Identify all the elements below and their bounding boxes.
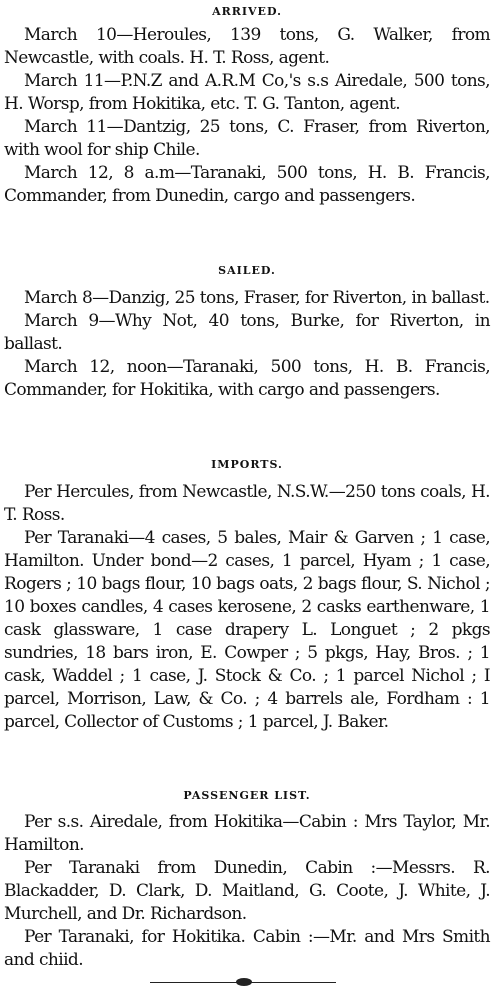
- arrived-entry: March 10—Heroules, 139 tons, G. Walker, from Newcastle, with coals. H. T. Ross, agent.: [4, 25, 490, 68]
- heading-imports: IMPORTS.: [211, 458, 283, 471]
- passenger-entry: Per s.s. Airedale, from Hokitika—Cabin : Mrs Taylor, Mr. Hamilton.: [4, 812, 490, 855]
- arrived-entry: March 12, 8 a.m—Taranaki, 500 tons, H. B. Francis, Commander, from Dunedin, cargo and passengers.: [4, 163, 490, 206]
- sailed-entry: March 9—Why Not, 40 tons, Burke, for Riverton, in ballast.: [4, 311, 490, 354]
- heading-arrived: ARRIVED.: [212, 5, 282, 18]
- imports-entry: Per Hercules, from Newcastle, N.S.W.—250 tons coals, H. T. Ross.: [4, 482, 490, 525]
- passenger-entry: Per Taranaki, for Hokitika. Cabin :—Mr. and Mrs Smith and chiid.: [4, 927, 490, 970]
- sailed-entry: March 12, noon—Taranaki, 500 tons, H. B. Francis, Commander, for Hokitika, with cargo and passengers.: [4, 357, 490, 400]
- heading-sailed: SAILED.: [218, 264, 276, 277]
- imports-entry: Per Taranaki—4 cases, 5 bales, Mair & Garven ; 1 case, Hamilton. Under bond—2 cases, 1 parcel, Hyam ; 1 case, Rogers ; 10 bags flour, 10 bags oats, 2 bags flour, S. Nichol ; 10 boxes candles, 4 cases kerosene, 2 casks earthenware, 1 cask glassware, 1 case drapery L. Longuet ; 2 pkgs sundries, 18 bars iron, E. Cowper ; 5 pkgs, Hay, Bros. ; 1 cask, Waddel ; 1 case, J. Stock & Co. ; 1 parcel Nichol ; I parcel, Morrison, Law, & Co. ; 4 barrels ale, Fordham : 1 parcel, Collector of Customs ; 1 parcel, J. Baker.: [4, 528, 490, 732]
- passenger-entries: [4, 811, 490, 972]
- newspaper-column: [4, 0, 490, 990]
- heading-passenger-list: PASSENGER LIST.: [183, 789, 311, 802]
- passenger-entry: Per Taranaki from Dunedin, Cabin :—Messrs. R. Blackadder, D. Clark, D. Maitland, G. Coote, J. White, J. Murchell, and Dr. Richardson.: [4, 858, 490, 924]
- arrived-entry: March 11—Dantzig, 25 tons, C. Fraser, from Riverton, with wool for ship Chile.: [4, 117, 490, 160]
- arrived-entries: [4, 24, 490, 208]
- imports-entries: [4, 481, 490, 734]
- sailed-entries: [4, 287, 490, 402]
- sailed-entry: March 8—Danzig, 25 tons, Fraser, for Riverton, in ballast.: [24, 288, 490, 308]
- footer-ornament: [236, 978, 252, 986]
- arrived-entry: March 11—P.N.Z and A.R.M Co,'s s.s Airedale, 500 tons, H. Worsp, from Hokitika, etc. T. G. Tanton, agent.: [4, 71, 490, 114]
